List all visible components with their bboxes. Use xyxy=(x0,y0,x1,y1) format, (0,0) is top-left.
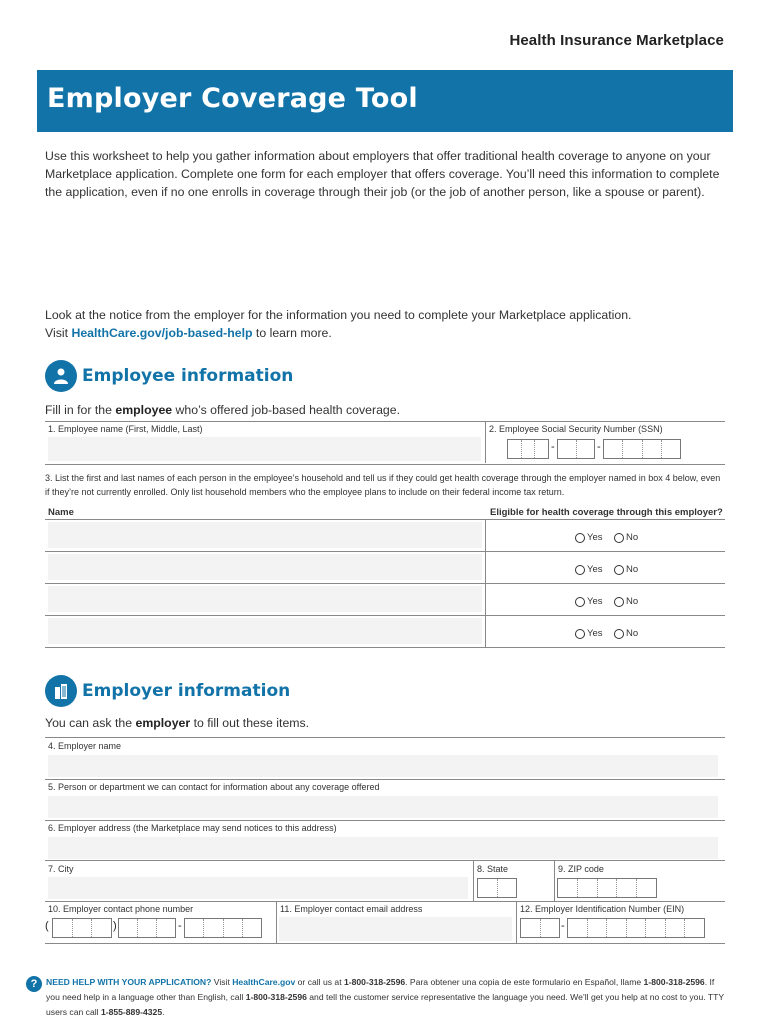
zip-field[interactable] xyxy=(557,878,657,898)
email-label: 11. Employer contact email address xyxy=(280,904,423,914)
ein-label: 12. Employer Identification Number (EIN) xyxy=(520,904,685,914)
household-name-field[interactable] xyxy=(48,586,482,612)
eligible-no-radio[interactable]: No xyxy=(614,628,638,639)
contact-field[interactable] xyxy=(48,796,718,818)
household-name-header: Name xyxy=(48,507,74,518)
notice-text xyxy=(45,306,730,342)
help-icon: ? xyxy=(26,976,42,992)
ssn-field-3[interactable] xyxy=(603,439,681,459)
healthcare-gov-link[interactable]: HealthCare.gov xyxy=(232,977,296,987)
eligible-no-radio[interactable]: No xyxy=(614,564,638,575)
email-field[interactable] xyxy=(279,917,512,941)
city-field[interactable] xyxy=(48,877,468,899)
eligible-yes-radio[interactable]: Yes xyxy=(575,596,603,607)
state-label: 8. State xyxy=(477,864,509,874)
employee-subtext: Fill in for the employee who’s offered job-based health coverage. xyxy=(45,403,401,417)
eligible-header: Eligible for health coverage through this employer? xyxy=(490,507,723,518)
employer-section-title: Employer information xyxy=(82,681,291,701)
employer-name-field[interactable] xyxy=(48,755,718,777)
title-banner xyxy=(37,70,733,132)
household-instructions: 3. List the first and last names of each person in the employee’s household and tell us if they could get health coverage through the employer named in box 4 below, even if they’re not currently enrolled. Only list household members who the employee plans to include on their federal income tax return. xyxy=(45,473,721,497)
ssn-field-1[interactable] xyxy=(507,439,549,459)
ein-prefix-field[interactable] xyxy=(520,918,560,938)
employer-subtext: You can ask the employer to fill out these items. xyxy=(45,716,310,730)
employer-section-header xyxy=(45,675,290,707)
ssn-label: 2. Employee Social Security Number (SSN) xyxy=(489,424,663,434)
eligible-yes-radio[interactable]: Yes xyxy=(575,532,603,543)
address-field[interactable] xyxy=(48,837,718,859)
job-based-help-link[interactable]: HealthCare.gov/job-based-help xyxy=(71,326,253,340)
ssn-field-2[interactable] xyxy=(557,439,595,459)
household-name-field[interactable] xyxy=(48,522,482,548)
phone-line-field[interactable] xyxy=(184,918,262,938)
page-title: Employer Coverage Tool xyxy=(47,83,418,114)
address-label: 6. Employer address (the Marketplace may send notices to this address) xyxy=(48,823,337,833)
zip-label: 9. ZIP code xyxy=(558,864,604,874)
eligible-no-radio[interactable]: No xyxy=(614,532,638,543)
intro-text: Use this worksheet to help you gather information about employers that offer traditional health coverage to anyone on your Marketplace application. Complete one form for each employer that offers coverage. You’ll need this information to complete the application, even if no one enrolls in coverage through their job (or the job of another person, like a spouse or parent). xyxy=(45,149,720,199)
building-icon xyxy=(45,675,77,707)
employee-name-field[interactable] xyxy=(48,437,481,461)
employee-section-title: Employee information xyxy=(82,366,294,386)
household-name-field[interactable] xyxy=(48,554,482,580)
employee-section-header xyxy=(45,360,293,392)
marketplace-brand: Health Insurance Marketplace xyxy=(509,32,724,49)
phone-area-code-field[interactable] xyxy=(52,918,112,938)
notice-visit: Visit xyxy=(45,326,72,340)
employee-name-label: 1. Employee name (First, Middle, Last) xyxy=(48,424,203,434)
eligible-no-radio[interactable]: No xyxy=(614,596,638,607)
notice-line1: Look at the notice from the employer for the information you need to complete your Marketplace application. xyxy=(45,308,632,322)
person-icon xyxy=(45,360,77,392)
phone-label: 10. Employer contact phone number xyxy=(48,904,194,914)
eligible-yes-radio[interactable]: Yes xyxy=(575,628,603,639)
household-name-field[interactable] xyxy=(48,618,482,644)
eligible-yes-radio[interactable]: Yes xyxy=(575,564,603,575)
employer-name-label: 4. Employer name xyxy=(48,741,122,751)
help-footer: ? NEED HELP WITH YOUR APPLICATION? Visit HealthCare.gov or call us at 1-800-318-2596. Para obtener una copia de este formulario en Español, llame 1-800-318-2596. If you need help in a language other than English, call 1-800-318-2596 and tell the customer service representative the language you need. We’ll get you help at no cost to you. TTY users can call 1-855-889-4325. xyxy=(26,975,726,1020)
ein-suffix-field[interactable] xyxy=(567,918,705,938)
state-field[interactable] xyxy=(477,878,517,898)
city-label: 7. City xyxy=(48,864,74,874)
contact-label: 5. Person or department we can contact for information about any coverage offered xyxy=(48,782,380,792)
phone-prefix-field[interactable] xyxy=(118,918,176,938)
notice-after: to learn more. xyxy=(252,326,332,340)
